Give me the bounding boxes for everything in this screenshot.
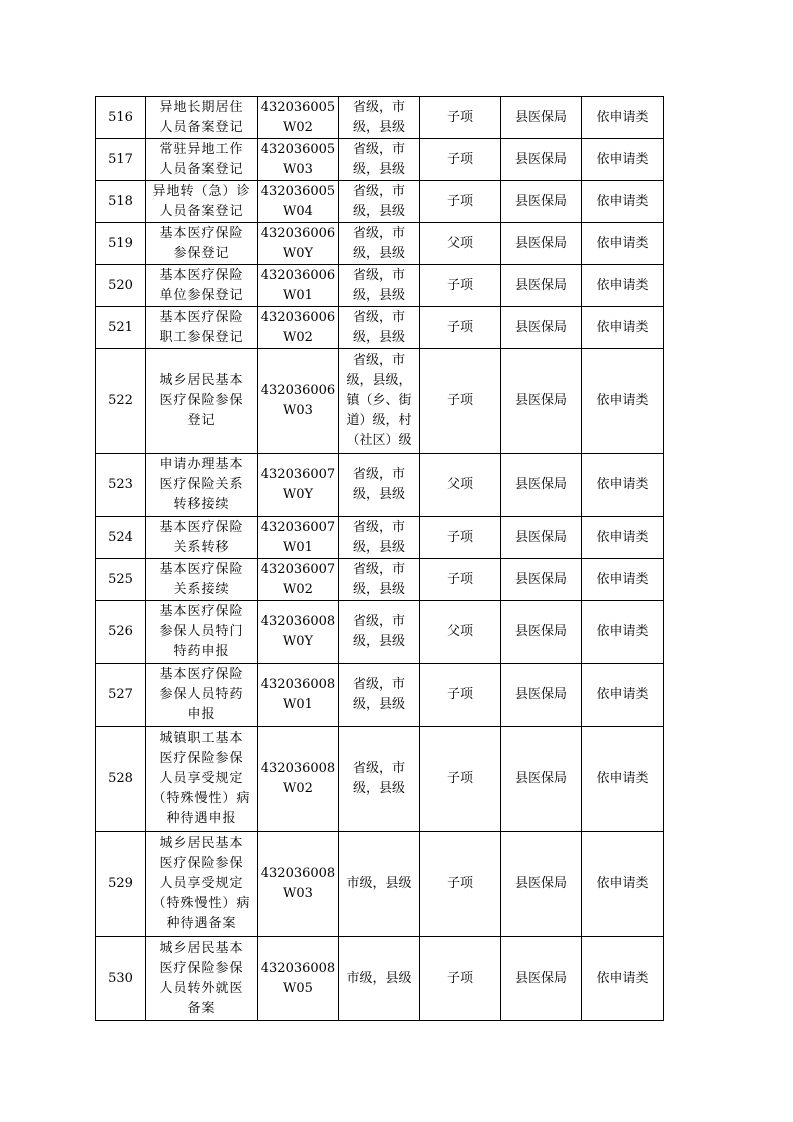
department-text: 县医保局 (514, 529, 567, 545)
row-number-text: 525 (108, 571, 133, 587)
cell-matter-code (258, 454, 339, 517)
exercise-level-text: 省级，市 级，县级 (352, 183, 405, 219)
matter-category-text: 依申请类 (596, 277, 649, 293)
cell-matter-name (146, 181, 258, 223)
row-number-text: 527 (108, 687, 133, 702)
department-text: 县医保局 (514, 319, 567, 335)
cell-row-number (96, 937, 146, 1021)
matter-name-text: 常驻异地工作 人员备案登记 (159, 141, 244, 177)
cell-item-type (420, 517, 501, 559)
cell-row-number (96, 223, 146, 265)
item-type-text: 子项 (446, 876, 473, 891)
row-number-text: 516 (108, 109, 133, 125)
row-number-text: 524 (108, 529, 133, 545)
matter-code-text: 432036008 W03 (260, 866, 336, 901)
matter-name-text: 基本医疗保险 关系接续 (159, 561, 244, 597)
matter-category-text: 依申请类 (596, 109, 649, 125)
cell-matter-name (146, 307, 258, 349)
item-type-text: 父项 (446, 235, 473, 251)
cell-matter-code (258, 97, 339, 139)
matter-category-text: 依申请类 (596, 193, 649, 209)
cell-matter-code (258, 832, 339, 937)
cell-department (501, 601, 582, 664)
cell-matter-category (582, 832, 664, 937)
matter-name-text: 异地转（急）诊 人员备案登记 (152, 183, 251, 219)
matter-category-text: 依申请类 (596, 771, 649, 786)
cell-exercise-level (339, 223, 420, 265)
table-row (96, 349, 664, 454)
item-type-text: 子项 (446, 970, 473, 986)
cell-row-number (96, 349, 146, 454)
exercise-level-text: 省级，市 级，县级 (352, 467, 405, 502)
cell-matter-category (582, 559, 664, 601)
cell-matter-code (258, 181, 339, 223)
cell-row-number (96, 601, 146, 664)
cell-row-number (96, 181, 146, 223)
matter-category-text: 依申请类 (596, 319, 649, 335)
cell-exercise-level (339, 265, 420, 307)
cell-matter-name (146, 454, 258, 517)
item-type-text: 子项 (446, 771, 473, 786)
cell-row-number (96, 307, 146, 349)
cell-exercise-level (339, 664, 420, 727)
matter-code-text: 432036006 W01 (260, 267, 336, 303)
cell-department (501, 181, 582, 223)
row-number-text: 517 (108, 151, 133, 167)
item-type-text: 子项 (446, 277, 473, 293)
cell-matter-name (146, 727, 258, 832)
matter-name-text: 城镇职工基本 医疗保险参保 人员享受规定 （特殊慢性）病 种待遇申报 (152, 731, 251, 826)
matter-name-text: 城乡居民基本 医疗保险参保 登记 (159, 373, 244, 428)
cell-matter-category (582, 349, 664, 454)
cell-exercise-level (339, 139, 420, 181)
matter-category-text: 依申请类 (596, 529, 649, 545)
cell-item-type (420, 937, 501, 1021)
table-row (96, 181, 664, 223)
cell-matter-code (258, 349, 339, 454)
matter-name-text: 异地长期居住 人员备案登记 (159, 99, 244, 135)
matter-code-text: 432036006 W03 (260, 383, 336, 418)
cell-matter-code (258, 601, 339, 664)
matter-name-text: 基本医疗保险 单位参保登记 (159, 267, 244, 303)
cell-department (501, 664, 582, 727)
item-type-text: 子项 (446, 687, 473, 702)
exercise-level-text: 省级，市 级，县级， 镇（乡、街 道）级，村 （社区）级 (346, 353, 412, 448)
matter-code-text: 432036008 W02 (260, 761, 336, 796)
matter-name-text: 城乡居民基本 医疗保险参保 人员享受规定 （特殊慢性）病 种待遇备案 (152, 836, 251, 931)
exercise-level-text: 市级，县级 (346, 876, 412, 891)
cell-department (501, 517, 582, 559)
matter-code-text: 432036005 W04 (260, 183, 336, 219)
cell-matter-code (258, 265, 339, 307)
matter-code-text: 432036008 W05 (260, 960, 336, 996)
cell-matter-code (258, 727, 339, 832)
cell-item-type (420, 265, 501, 307)
cell-item-type (420, 181, 501, 223)
item-type-text: 父项 (446, 477, 473, 492)
cell-row-number (96, 832, 146, 937)
cell-department (501, 727, 582, 832)
row-number-text: 518 (108, 193, 133, 209)
cell-exercise-level (339, 559, 420, 601)
cell-exercise-level (339, 97, 420, 139)
cell-matter-category (582, 727, 664, 832)
matter-category-text: 依申请类 (596, 970, 649, 986)
exercise-level-text: 省级，市 级，县级 (352, 141, 405, 177)
item-type-text: 子项 (446, 109, 473, 125)
cell-department (501, 265, 582, 307)
row-number-text: 526 (108, 624, 133, 639)
table-row (96, 517, 664, 559)
cell-department (501, 97, 582, 139)
cell-matter-code (258, 223, 339, 265)
row-number-text: 528 (108, 771, 133, 786)
table-row (96, 139, 664, 181)
cell-department (501, 832, 582, 937)
item-type-text: 子项 (446, 393, 473, 408)
matter-code-text: 432036005 W03 (260, 141, 336, 177)
department-text: 县医保局 (514, 277, 567, 293)
cell-item-type (420, 832, 501, 937)
cell-department (501, 223, 582, 265)
cell-row-number (96, 139, 146, 181)
cell-matter-category (582, 97, 664, 139)
table-row (96, 727, 664, 832)
matter-name-text: 城乡居民基本 医疗保险参保 人员转外就医 备案 (159, 940, 244, 1016)
exercise-level-text: 省级，市 级，县级 (352, 99, 405, 135)
cell-exercise-level (339, 454, 420, 517)
department-text: 县医保局 (514, 109, 567, 125)
row-number-text: 530 (108, 970, 133, 986)
cell-exercise-level (339, 307, 420, 349)
cell-item-type (420, 664, 501, 727)
cell-matter-name (146, 349, 258, 454)
department-text: 县医保局 (514, 151, 567, 167)
exercise-level-text: 省级，市 级，县级 (352, 519, 405, 555)
row-number-text: 529 (108, 876, 133, 891)
table-row (96, 937, 664, 1021)
cell-item-type (420, 349, 501, 454)
cell-matter-name (146, 832, 258, 937)
cell-item-type (420, 454, 501, 517)
cell-matter-code (258, 517, 339, 559)
row-number-text: 521 (108, 319, 133, 335)
table-row (96, 265, 664, 307)
cell-item-type (420, 139, 501, 181)
cell-matter-code (258, 307, 339, 349)
cell-exercise-level (339, 937, 420, 1021)
cell-matter-name (146, 601, 258, 664)
cell-item-type (420, 559, 501, 601)
item-type-text: 子项 (446, 571, 473, 587)
matter-category-text: 依申请类 (596, 571, 649, 587)
cell-matter-category (582, 664, 664, 727)
cell-row-number (96, 727, 146, 832)
row-number-text: 522 (108, 393, 133, 408)
matter-code-text: 432036005 W02 (260, 99, 336, 135)
cell-item-type (420, 223, 501, 265)
department-text: 县医保局 (514, 771, 567, 786)
department-text: 县医保局 (514, 624, 567, 639)
matter-code-text: 432036006 W02 (260, 309, 336, 345)
cell-department (501, 139, 582, 181)
department-text: 县医保局 (514, 571, 567, 587)
exercise-level-text: 省级，市 级，县级 (352, 225, 405, 261)
item-type-text: 子项 (446, 319, 473, 335)
cell-matter-name (146, 139, 258, 181)
cell-matter-name (146, 664, 258, 727)
cell-matter-code (258, 559, 339, 601)
cell-exercise-level (339, 181, 420, 223)
cell-row-number (96, 559, 146, 601)
table-row (96, 223, 664, 265)
matter-code-text: 432036007 W0Y (260, 467, 336, 502)
matter-code-text: 432036007 W02 (260, 561, 336, 597)
cell-item-type (420, 307, 501, 349)
cell-matter-name (146, 265, 258, 307)
cell-matter-category (582, 307, 664, 349)
table-row (96, 454, 664, 517)
cell-row-number (96, 265, 146, 307)
department-text: 县医保局 (514, 193, 567, 209)
cell-matter-name (146, 937, 258, 1021)
item-type-text: 子项 (446, 151, 473, 167)
cell-matter-name (146, 559, 258, 601)
cell-matter-category (582, 937, 664, 1021)
cell-exercise-level (339, 832, 420, 937)
cell-matter-category (582, 265, 664, 307)
cell-matter-code (258, 139, 339, 181)
exercise-level-text: 省级，市 级，县级 (352, 761, 405, 796)
cell-matter-category (582, 601, 664, 664)
cell-matter-name (146, 517, 258, 559)
exercise-level-text: 省级，市 级，县级 (352, 677, 405, 712)
department-text: 县医保局 (514, 477, 567, 492)
cell-department (501, 349, 582, 454)
cell-row-number (96, 517, 146, 559)
department-text: 县医保局 (514, 393, 567, 408)
table-row (96, 307, 664, 349)
department-text: 县医保局 (514, 876, 567, 891)
row-number-text: 519 (108, 235, 133, 251)
item-type-text: 子项 (446, 193, 473, 209)
cell-exercise-level (339, 601, 420, 664)
cell-department (501, 307, 582, 349)
matter-name-text: 基本医疗保险 职工参保登记 (159, 309, 244, 345)
cell-row-number (96, 664, 146, 727)
department-text: 县医保局 (514, 687, 567, 702)
table-row (96, 601, 664, 664)
cell-item-type (420, 727, 501, 832)
cell-matter-category (582, 454, 664, 517)
matter-name-text: 基本医疗保险 参保人员特门 特药申报 (159, 604, 244, 659)
cell-exercise-level (339, 727, 420, 832)
matter-category-text: 依申请类 (596, 393, 649, 408)
table-row (96, 664, 664, 727)
cell-exercise-level (339, 349, 420, 454)
matter-category-text: 依申请类 (596, 151, 649, 167)
cell-matter-name (146, 223, 258, 265)
matter-code-text: 432036008 W0Y (260, 614, 336, 649)
matter-category-text: 依申请类 (596, 624, 649, 639)
department-text: 县医保局 (514, 970, 567, 986)
cell-item-type (420, 97, 501, 139)
cell-matter-code (258, 664, 339, 727)
matter-code-text: 432036006 W0Y (260, 225, 336, 261)
matter-name-text: 基本医疗保险 参保登记 (159, 225, 244, 261)
matter-category-text: 依申请类 (596, 687, 649, 702)
item-type-text: 父项 (446, 624, 473, 639)
cell-department (501, 937, 582, 1021)
cell-matter-category (582, 223, 664, 265)
table-body (96, 97, 664, 1021)
exercise-level-text: 省级，市 级，县级 (352, 267, 405, 303)
exercise-level-text: 省级，市 级，县级 (352, 614, 405, 649)
matter-category-text: 依申请类 (596, 477, 649, 492)
cell-matter-category (582, 181, 664, 223)
row-number-text: 520 (108, 277, 133, 293)
exercise-level-text: 市级，县级 (346, 970, 412, 986)
cell-row-number (96, 97, 146, 139)
cell-item-type (420, 601, 501, 664)
table-row (96, 832, 664, 937)
cell-department (501, 454, 582, 517)
cell-matter-category (582, 517, 664, 559)
matters-table (95, 96, 664, 1021)
table-row (96, 559, 664, 601)
department-text: 县医保局 (514, 235, 567, 251)
matter-name-text: 基本医疗保险 关系转移 (159, 519, 244, 555)
cell-matter-code (258, 937, 339, 1021)
exercise-level-text: 省级，市 级，县级 (352, 561, 405, 597)
cell-matter-name (146, 97, 258, 139)
matter-name-text: 基本医疗保险 参保人员特药 申报 (159, 667, 244, 722)
matter-name-text: 申请办理基本 医疗保险关系 转移接续 (159, 457, 244, 512)
table-row (96, 97, 664, 139)
cell-department (501, 559, 582, 601)
row-number-text: 523 (108, 477, 133, 492)
item-type-text: 子项 (446, 529, 473, 545)
matter-code-text: 432036008 W01 (260, 677, 336, 712)
matter-category-text: 依申请类 (596, 235, 649, 251)
matter-code-text: 432036007 W01 (260, 519, 336, 555)
matter-category-text: 依申请类 (596, 876, 649, 891)
exercise-level-text: 省级，市 级，县级 (352, 309, 405, 345)
cell-row-number (96, 454, 146, 517)
cell-matter-category (582, 139, 664, 181)
cell-exercise-level (339, 517, 420, 559)
